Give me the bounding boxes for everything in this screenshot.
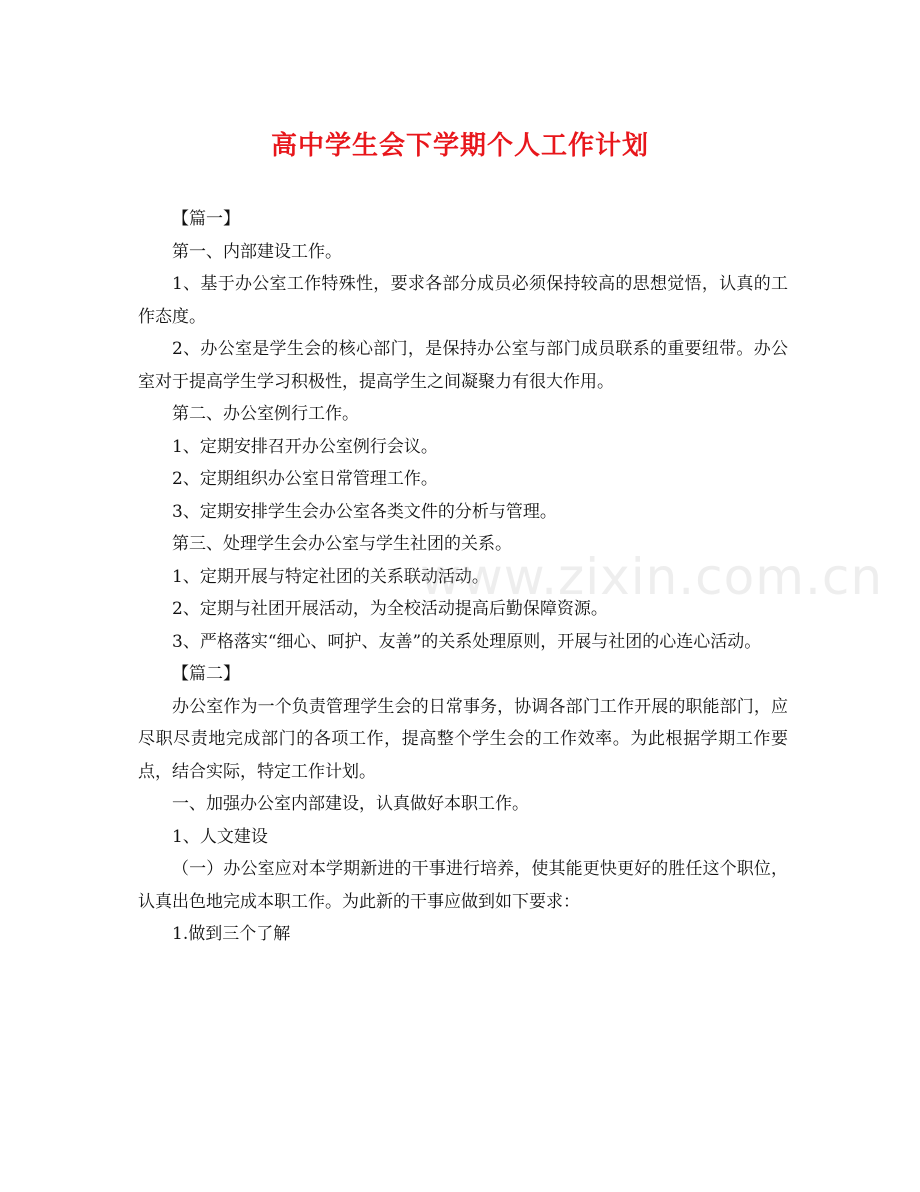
paragraph: 第二、办公室例行工作。 [172,404,359,424]
paragraph: 1.做到三个了解 [172,924,291,944]
paragraph: 2、办公室是学生会的核心部门，是保持办公室与部门成员联系的重要纽带。办公室对于提高学生学习积极性，提高学生之间凝聚力有很大作用。 [138,339,788,392]
paragraph: 第三、处理学生会办公室与学生社团的关系。 [172,534,512,554]
document-body [138,203,788,951]
paragraph: 1、基于办公室工作特殊性，要求各部分成员必须保持较高的思想觉悟，认真的工作态度。 [138,274,788,327]
paragraph: 一、加强办公室内部建设，认真做好本职工作。 [172,794,529,814]
paragraph: 2、定期与社团开展活动，为全校活动提高后勤保障资源。 [172,599,608,619]
paragraph: 3、严格落实“细心、呵护、友善”的关系处理原则，开展与社团的心连心活动。 [172,631,762,652]
paragraph: 办公室作为一个负责管理学生会的日常事务，协调各部门工作开展的职能部门，应尽职尽责地完成部门的各项工作，提高整个学生会的工作效率。为此根据学期工作要点，结合实际，特定工作计划。 [138,696,788,782]
paragraph: 1、人文建设 [172,826,268,847]
document-title: 高中学生会下学期个人工作计划 [270,131,649,161]
paragraph: 2、定期组织办公室日常管理工作。 [172,469,438,489]
section-heading: 【篇二】 [172,664,240,684]
paragraph: 1、定期开展与特定社团的关系联动活动。 [172,566,489,587]
paragraph: （一）办公室应对本学期新进的干事进行培养，使其能更快更好的胜任这个职位，认真出色地完成本职工作。为此新的干事应做到如下要求： [138,859,788,912]
watermark-text: www.zixin.com.cn [420,548,884,606]
section-heading: 【篇一】 [172,209,240,229]
paragraph: 3、定期安排学生会办公室各类文件的分析与管理。 [172,501,557,522]
paragraph: 1、定期安排召开办公室例行会议。 [172,436,438,457]
paragraph: 第一、内部建设工作。 [172,241,342,262]
